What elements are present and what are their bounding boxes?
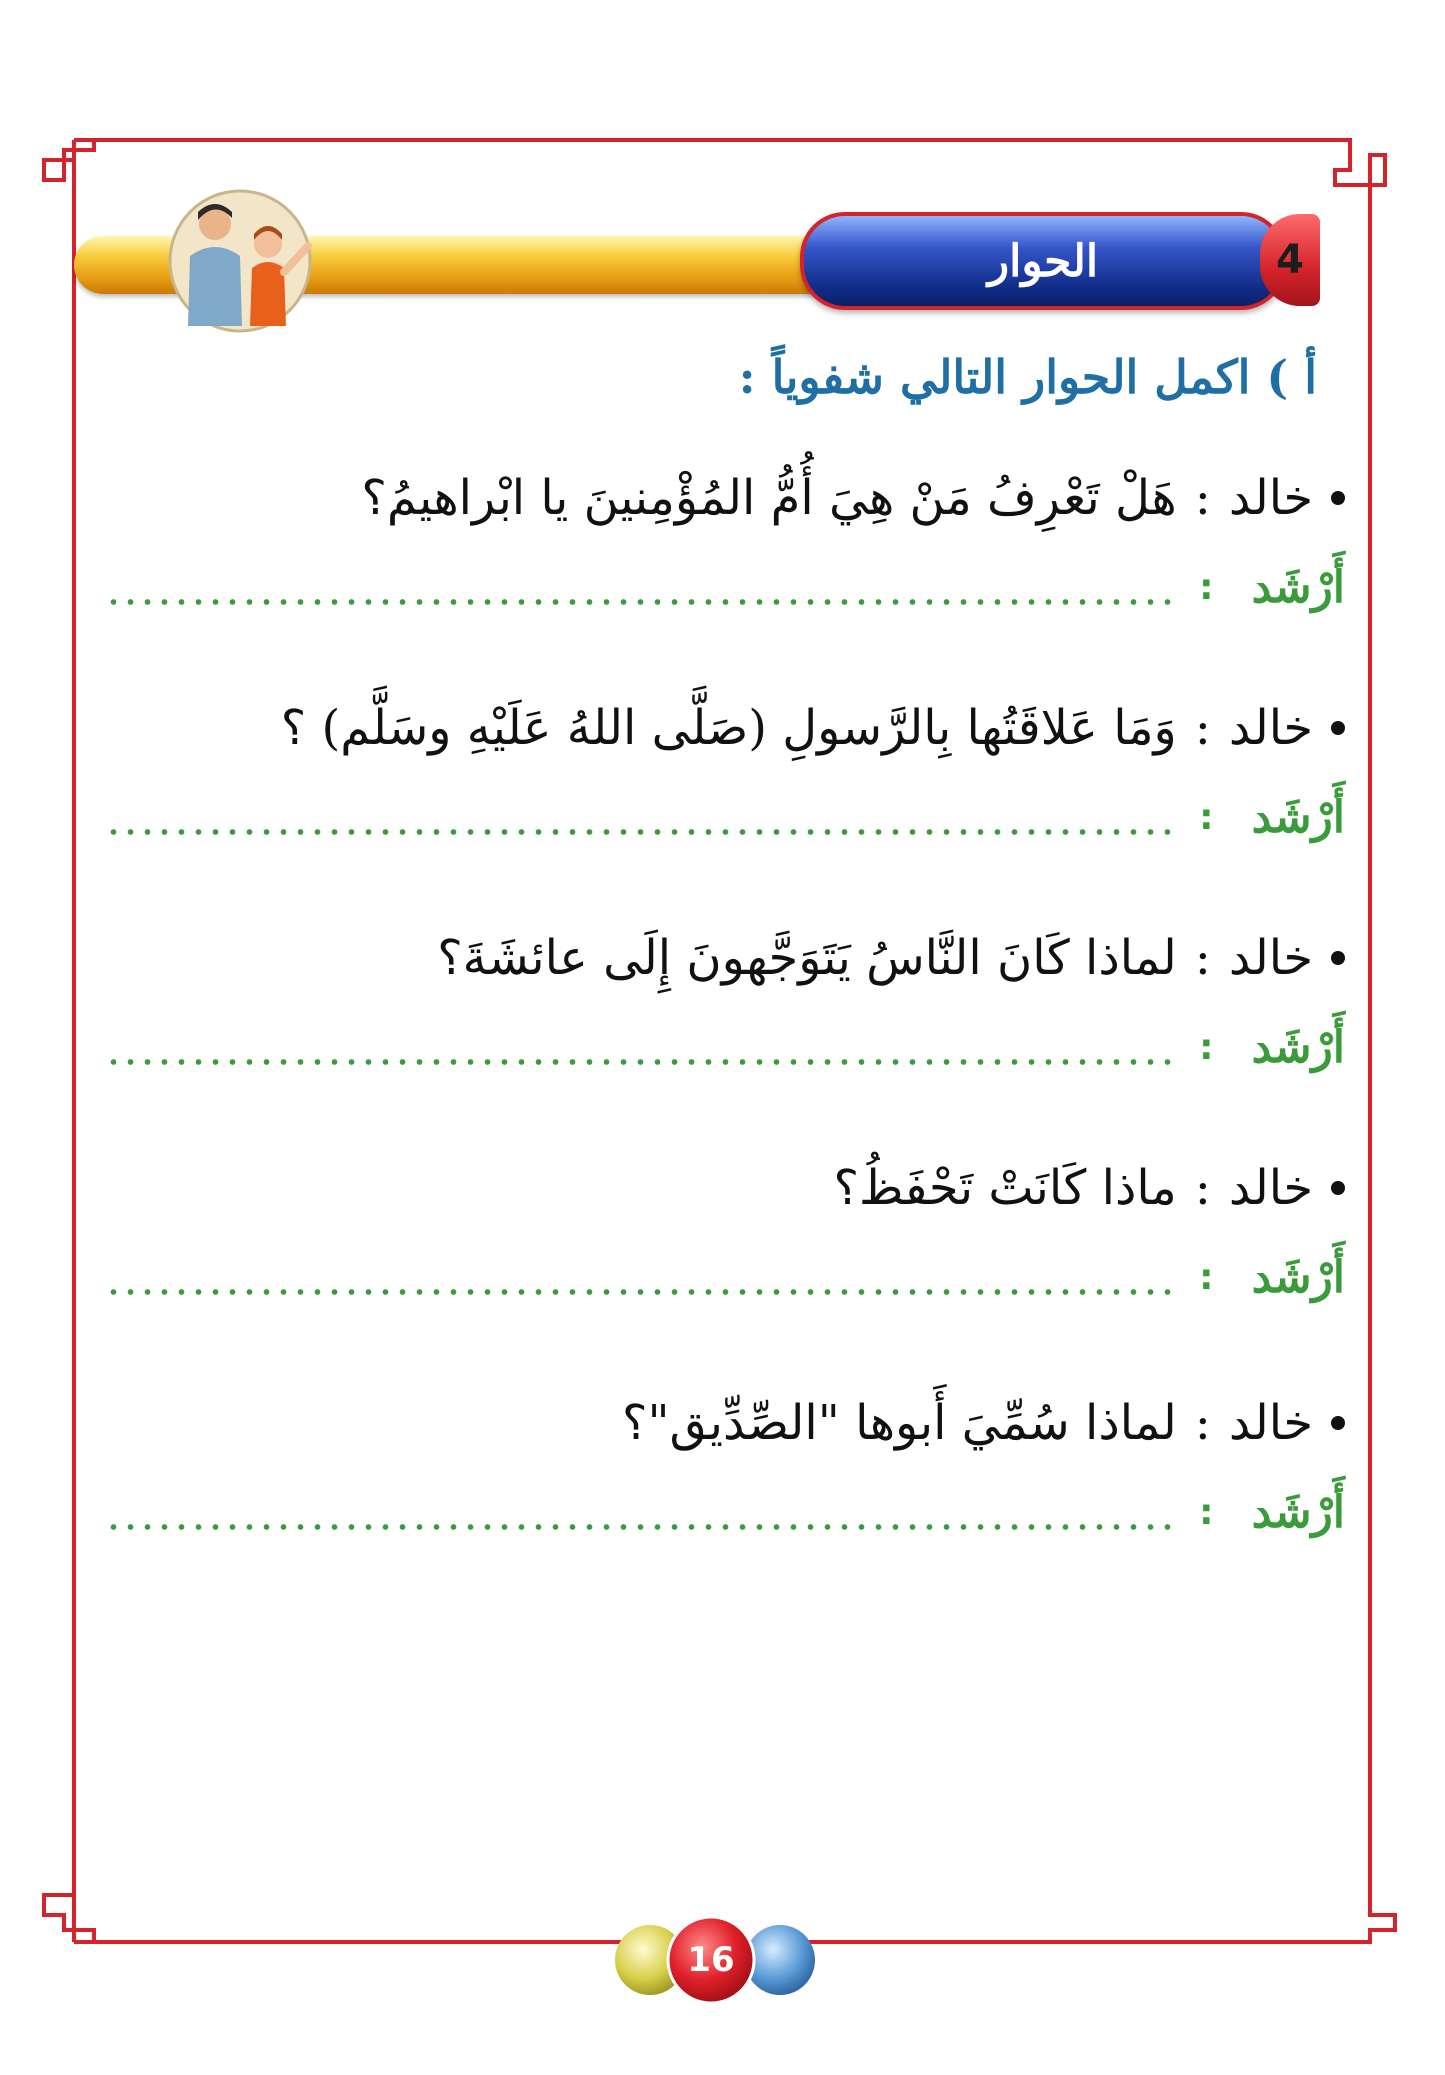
page-number: 16 — [687, 1940, 735, 1980]
bullet-icon — [1331, 491, 1345, 505]
question-line — [105, 1395, 1345, 1451]
question-text: ماذا كَانَتْ تَحْفَظُ؟ — [833, 1160, 1177, 1216]
question-line — [105, 930, 1345, 986]
exercise-instruction: أ ) اكمل الحوار التالي شفوياً : — [738, 350, 1317, 404]
answer-separator: : — [1199, 1027, 1214, 1068]
question-text: لماذا كَانَ النَّاسُ يَتَوَجَّهونَ إِلَى عائشَةَ؟ — [437, 930, 1177, 986]
dialogue-item — [105, 700, 1345, 843]
bullet-icon — [1331, 1181, 1345, 1195]
speaker-separator: : — [1194, 1395, 1211, 1451]
speaker-separator: : — [1194, 1160, 1211, 1216]
answer-row — [105, 562, 1345, 613]
section-title: الحوار — [987, 235, 1099, 287]
speaker-separator: : — [1194, 470, 1211, 526]
section-number-badge: 4 — [1260, 214, 1320, 306]
answer-speaker: أَرْشَد — [1251, 1252, 1345, 1303]
answer-blank-line[interactable] — [105, 599, 1177, 605]
answer-speaker: أَرْشَد — [1251, 562, 1345, 613]
bullet-icon — [1331, 721, 1345, 735]
answer-separator: : — [1199, 797, 1214, 838]
answer-speaker: أَرْشَد — [1251, 1487, 1345, 1538]
answer-separator: : — [1199, 1257, 1214, 1298]
bullet-icon — [1331, 1416, 1345, 1430]
answer-blank-line[interactable] — [105, 1524, 1177, 1530]
answer-blank-line[interactable] — [105, 1059, 1177, 1065]
speaker-separator: : — [1194, 930, 1211, 986]
question-line — [105, 700, 1345, 756]
question-text: لماذا سُمِّيَ أَبوها "الصِّدِّيق"؟ — [622, 1395, 1177, 1451]
dialogue-item — [105, 1160, 1345, 1303]
answer-blank-line[interactable] — [105, 829, 1177, 835]
question-text: هَلْ تَعْرِفُ مَنْ هِيَ أُمُّ المُؤْمِنينَ يا ابْراهيمُ؟ — [361, 470, 1177, 526]
answer-separator: : — [1199, 1492, 1214, 1533]
speaker-name: خالد — [1228, 700, 1313, 756]
answer-blank-line[interactable] — [105, 1289, 1177, 1295]
speaker-name: خالد — [1228, 930, 1313, 986]
answer-row — [105, 792, 1345, 843]
speaker-name: خالد — [1228, 1395, 1313, 1451]
answer-row — [105, 1022, 1345, 1073]
answer-row — [105, 1252, 1345, 1303]
dialogue-item — [105, 470, 1345, 613]
answer-row — [105, 1487, 1345, 1538]
bullet-icon — [1331, 951, 1345, 965]
dialogue-item — [105, 1395, 1345, 1538]
father-and-son-illustration — [160, 186, 320, 336]
dialogue-item — [105, 930, 1345, 1073]
answer-speaker: أَرْشَد — [1251, 792, 1345, 843]
speaker-name: خالد — [1228, 470, 1313, 526]
answer-speaker: أَرْشَد — [1251, 1022, 1345, 1073]
speaker-separator: : — [1194, 700, 1211, 756]
question-line — [105, 1160, 1345, 1216]
question-line — [105, 470, 1345, 526]
speaker-name: خالد — [1228, 1160, 1313, 1216]
question-text: وَمَا عَلاقَتُها بِالرَّسولِ (صَلَّى اللهُ عَلَيْهِ وسَلَّم) ؟ — [280, 700, 1177, 756]
answer-separator: : — [1199, 567, 1214, 608]
